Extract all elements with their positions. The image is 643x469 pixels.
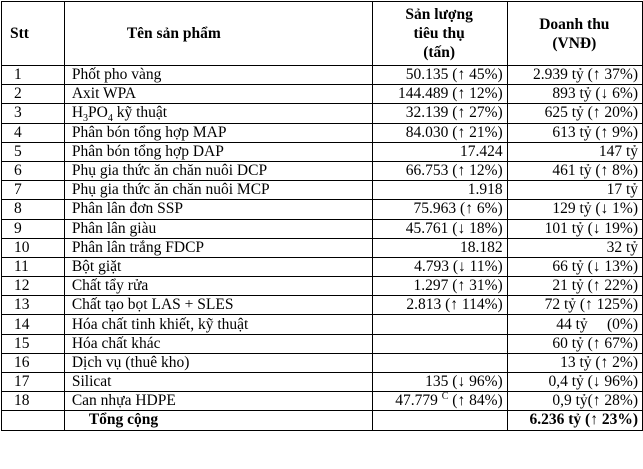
row-revenue: 32 tỷ [507, 238, 642, 257]
table-row [2, 334, 643, 353]
row-product-name: Silicat [64, 373, 372, 392]
row-product-name: Phụ gia thức ăn chăn nuôi MCP [64, 181, 372, 200]
header-product-name: Tên sản phẩm [64, 2, 372, 66]
row-revenue: 101 tỷ (↓ 19%) [507, 219, 642, 238]
total-row [2, 411, 643, 430]
row-quantity: 2.813 (↑ 114%) [372, 296, 507, 315]
table-row [2, 296, 643, 315]
product-sales-table [1, 1, 643, 431]
row-product-name: Phốt pho vàng [64, 66, 372, 85]
row-product-name: Hóa chất tinh khiết, kỹ thuật [64, 315, 372, 334]
row-quantity: 135 (↓ 96%) [372, 373, 507, 392]
row-stt: 2 [2, 85, 65, 104]
row-quantity [372, 315, 507, 334]
formula-sub-3: 3 [83, 113, 89, 125]
row-product-name: Phụ gia thức ăn chăn nuôi DCP [64, 161, 372, 180]
product-table-container [1, 1, 643, 431]
row-quantity: 75.963 (↑ 6%) [372, 200, 507, 219]
row-revenue: 17 tỷ [507, 181, 642, 200]
table-row [2, 66, 643, 85]
row-product-name: Phân bón tổng hợp DAP [64, 142, 372, 161]
row-product-name: Dịch vụ (thuê kho) [64, 353, 372, 372]
row-revenue: 44 tỷ (0%) [507, 315, 642, 334]
row-stt: 14 [2, 315, 65, 334]
row-revenue: 0,4 tỷ (↓ 96%) [507, 373, 642, 392]
row-product-name: Bột giặt [64, 257, 372, 276]
row-stt: 4 [2, 123, 65, 142]
row-stt: 11 [2, 257, 65, 276]
formula-po: PO [88, 104, 108, 122]
table-row [2, 373, 643, 392]
header-quantity-line1: Sản lượng [405, 6, 473, 23]
formula-sub-4: 4 [107, 113, 113, 125]
table-row [2, 161, 643, 180]
table-row [2, 85, 643, 104]
row-revenue: 625 tỷ (↑ 20%) [507, 104, 642, 123]
total-stt [2, 411, 65, 430]
row-stt: 17 [2, 373, 65, 392]
quantity-change: (↑ 84%) [448, 392, 503, 410]
table-row [2, 238, 643, 257]
row-revenue: 147 tỷ [507, 142, 642, 161]
row-stt: 15 [2, 334, 65, 353]
formula-suffix: kỹ thuật [112, 104, 168, 122]
row-product-name: Axit WPA [64, 85, 372, 104]
row-revenue: 893 tỷ (↓ 6%) [507, 85, 642, 104]
row-quantity [372, 334, 507, 353]
row-stt: 6 [2, 161, 65, 180]
total-label: Tổng cộng [64, 411, 372, 430]
row-revenue: 0,9 tỷ(↑ 28%) [507, 392, 642, 411]
row-quantity: 144.489 (↑ 12%) [372, 85, 507, 104]
table-row [2, 353, 643, 372]
row-product-name: Chất tạo bọt LAS + SLES [64, 296, 372, 315]
row-revenue: 60 tỷ (↑ 67%) [507, 334, 642, 353]
row-revenue: 461 tỷ (↑ 8%) [507, 161, 642, 180]
row-stt: 5 [2, 142, 65, 161]
row-stt: 12 [2, 277, 65, 296]
row-product-name: Can nhựa HDPE [64, 392, 372, 411]
table-row [2, 104, 643, 123]
row-quantity: 17.424 [372, 142, 507, 161]
table-row [2, 200, 643, 219]
table-row [2, 123, 643, 142]
row-stt: 9 [2, 219, 65, 238]
quantity-superscript: C [441, 391, 449, 403]
header-revenue [507, 2, 642, 66]
row-stt: 7 [2, 181, 65, 200]
row-product-name: Phân lân giàu [64, 219, 372, 238]
row-quantity: 1.918 [372, 181, 507, 200]
row-quantity: 18.182 [372, 238, 507, 257]
header-quantity-line2: tiêu thụ [413, 25, 465, 42]
header-quantity [372, 2, 507, 66]
row-revenue: 13 tỷ (↑ 2%) [507, 353, 642, 372]
row-quantity: 32.139 (↑ 27%) [372, 104, 507, 123]
row-quantity [372, 392, 507, 411]
row-revenue: 21 tỷ (↑ 22%) [507, 277, 642, 296]
row-quantity [372, 353, 507, 372]
row-revenue: 72 tỷ (↑ 125%) [507, 296, 642, 315]
row-stt: 3 [2, 104, 65, 123]
table-row [2, 257, 643, 276]
row-quantity: 1.297 (↑ 31%) [372, 277, 507, 296]
table-row [2, 142, 643, 161]
row-stt: 1 [2, 66, 65, 85]
row-quantity: 66.753 (↑ 12%) [372, 161, 507, 180]
header-stt: Stt [2, 2, 65, 66]
table-header-row [2, 2, 643, 66]
row-stt: 13 [2, 296, 65, 315]
row-product-name: Phân lân trắng FDCP [64, 238, 372, 257]
row-product-name: Chất tẩy rửa [64, 277, 372, 296]
row-product-name: Hóa chất khác [64, 334, 372, 353]
row-revenue: 2.939 tỷ (↑ 37%) [507, 66, 642, 85]
row-quantity: 45.761 (↓ 18%) [372, 219, 507, 238]
quantity-value: 47.779 [395, 392, 442, 410]
table-row [2, 219, 643, 238]
header-revenue-line1: Doanh thu [539, 15, 610, 33]
table-row [2, 181, 643, 200]
row-revenue: 66 tỷ (↓ 13%) [507, 257, 642, 276]
row-quantity: 84.030 (↑ 21%) [372, 123, 507, 142]
row-stt: 18 [2, 392, 65, 411]
formula-h: H [71, 104, 84, 122]
row-revenue: 129 tỷ (↓ 1%) [507, 200, 642, 219]
row-stt: 16 [2, 353, 65, 372]
header-quantity-line3: (tấn) [423, 44, 456, 61]
row-stt: 8 [2, 200, 65, 219]
table-row [2, 277, 643, 296]
table-row [2, 315, 643, 334]
total-quantity [372, 411, 507, 430]
header-revenue-line2: (VNĐ) [552, 34, 597, 52]
table-row [2, 392, 643, 411]
total-revenue: 6.236 tỷ (↑ 23%) [507, 411, 642, 430]
row-quantity: 4.793 (↓ 11%) [372, 257, 507, 276]
row-revenue: 613 tỷ (↑ 9%) [507, 123, 642, 142]
row-product-name [64, 104, 372, 123]
row-quantity: 50.135 (↑ 45%) [372, 66, 507, 85]
row-product-name: Phân lân đơn SSP [64, 200, 372, 219]
row-product-name: Phân bón tổng hợp MAP [64, 123, 372, 142]
row-stt: 10 [2, 238, 65, 257]
